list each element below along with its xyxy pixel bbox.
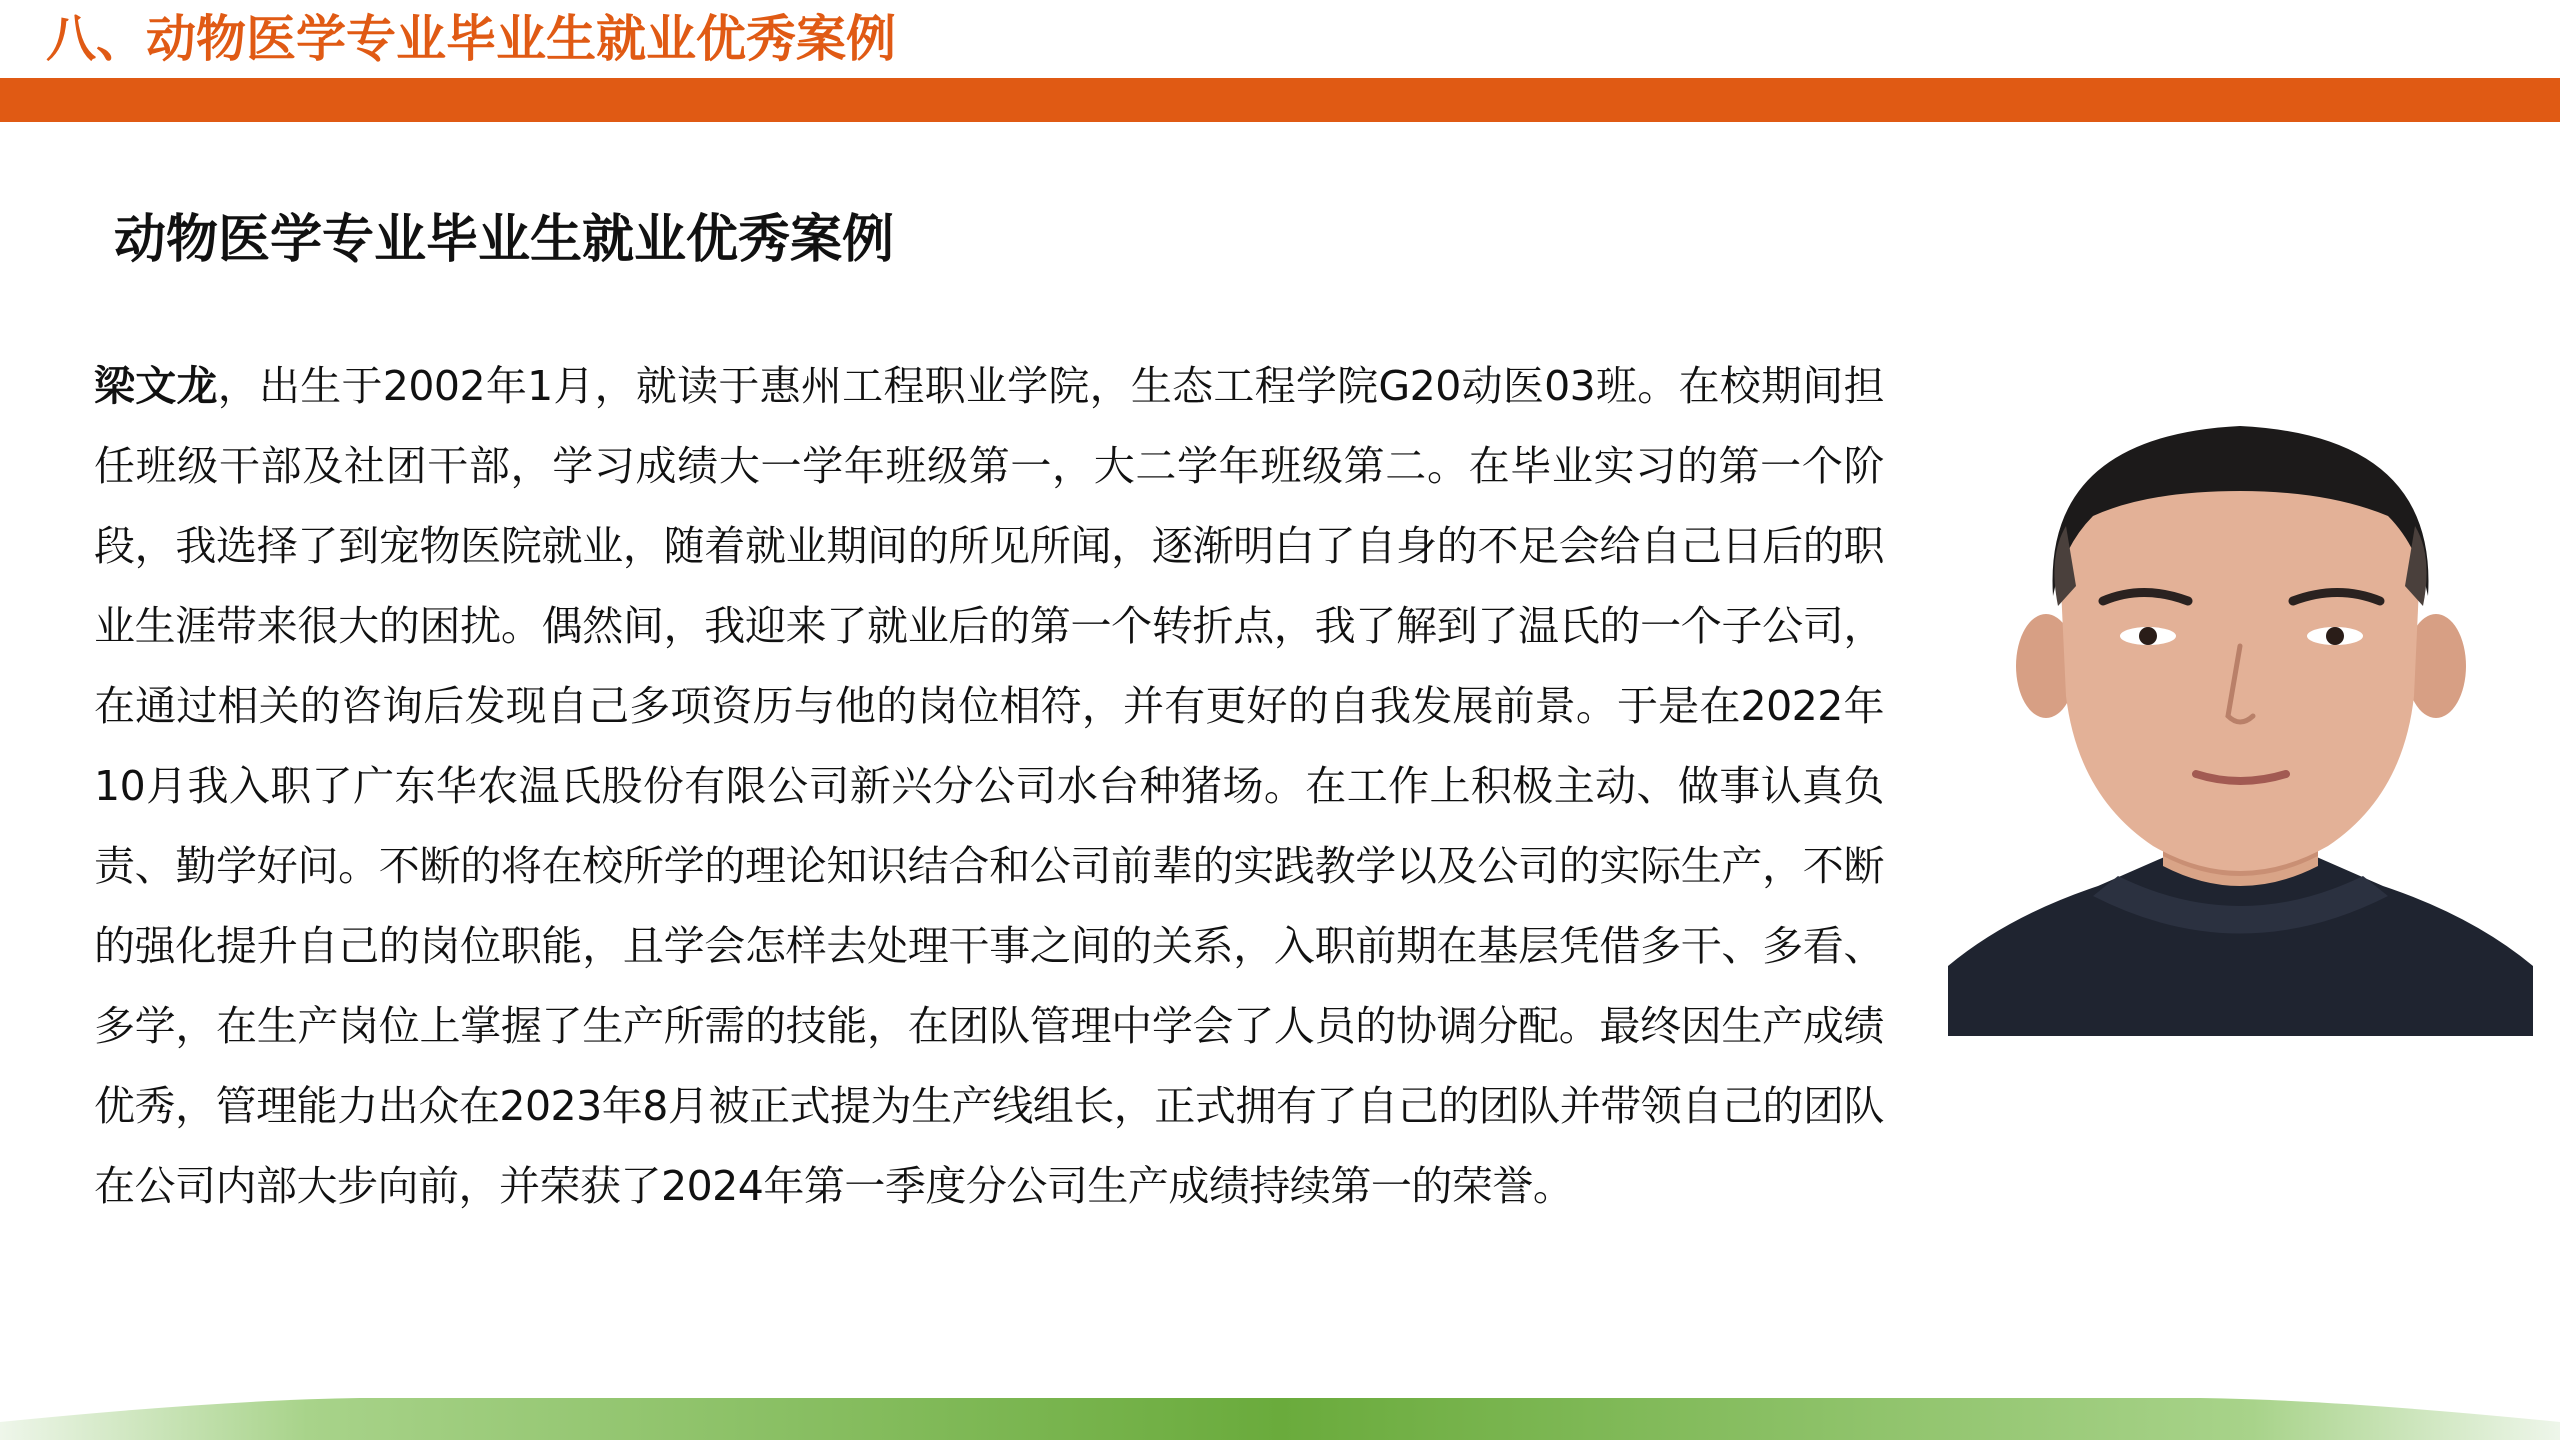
section-title: 动物医学专业毕业生就业优秀案例 (114, 210, 895, 270)
portrait-photo (1948, 396, 2533, 1036)
slide-title: 八、动物医学专业毕业生就业优秀案例 (46, 10, 896, 68)
portrait-photo-icon (1948, 396, 2533, 1036)
header-bar (0, 78, 2560, 122)
graduate-name: 梁文龙 (94, 362, 218, 410)
case-description (94, 346, 1884, 1226)
footer-band (0, 1396, 2560, 1440)
case-text: ，出生于2002年1月，就读于惠州工程职业学院，生态工程学院G20动医03班。在校期间担任班级干部及社团干部，学习成绩大一学年班级第一，大二学年班级第二。在毕业实习的第一个阶段，我选择了到宠物医院就业，随着就业期间的所见所闻，逐渐明白了自身的不足会给自己日后的职业生涯带来很大的困扰。偶然间，我迎来了就业后的第一个转折点，我了解到了温氏的一个子公司，在通过相关的咨询后发现自己多项资历与他的岗位相符，并有更好的自我发展前景。于是在2022年10月我入职了广东华农温氏股份有限公司新兴分公司水台种猪场。在工作上积极主动、做事认真负责、勤学好问。不断的将在校所学的理论知识结合和公司前辈的实践教学以及公司的实际生产，不断的强化提升自己的岗位职能，且学会怎样去处理干事之间的关系，入职前期在基层凭借多干、多看、多学，在生产岗位上掌握了生产所需的技能，在团队管理中学会了人员的协调分配。最终因生产成绩优秀，管理能力出众在2023年8月被正式提为生产线组长，正式拥有了自己的团队并带领自己的团队在公司内部大步向前，并荣获了2024年第一季度分公司生产成绩持续第一的荣誉。 (94, 362, 1884, 1210)
